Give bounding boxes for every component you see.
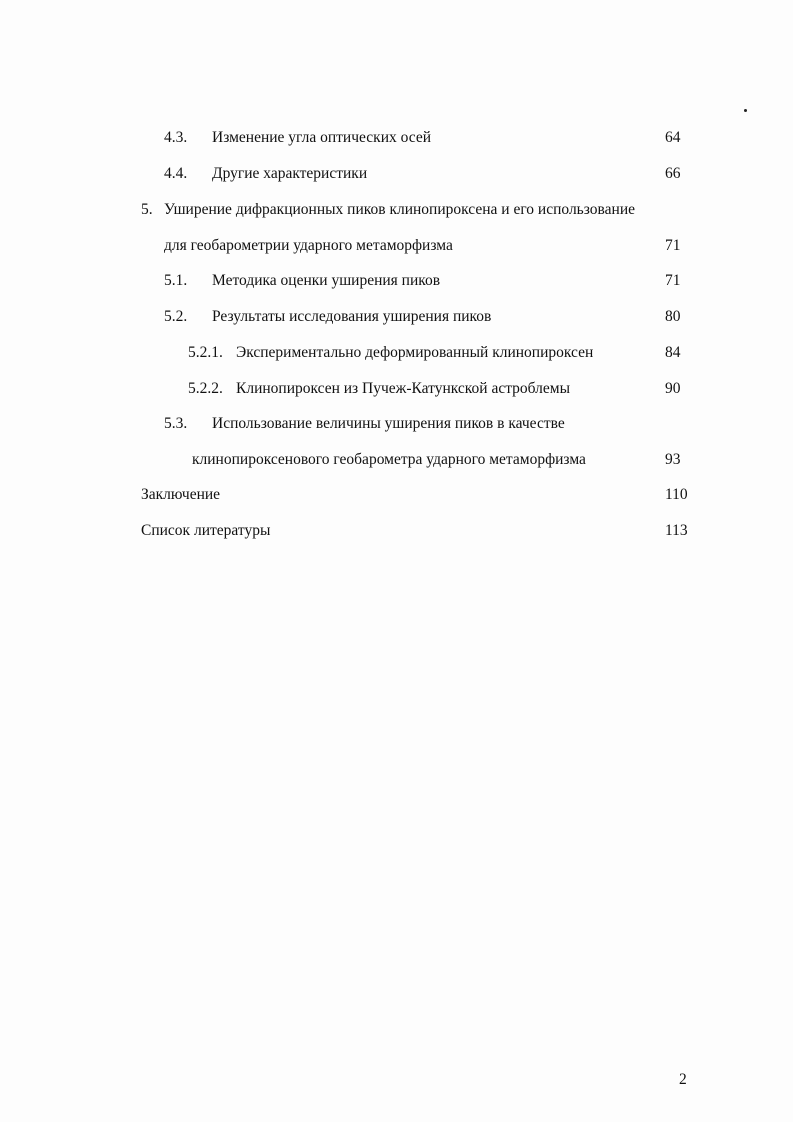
toc-entry-page: 93: [665, 451, 681, 468]
toc-entry-number: 5.: [141, 201, 153, 218]
toc-entry-title: Экспериментально деформированный клинопироксен: [236, 344, 594, 361]
toc-entry-page: 90: [665, 380, 681, 397]
toc-entry-title: Заключение: [141, 486, 221, 503]
toc-entry-number: 5.3.: [164, 415, 188, 432]
toc-entry-title: Клинопироксен из Пучеж-Катункской астроблемы: [236, 380, 571, 397]
toc-entry-page: 66: [665, 165, 681, 182]
toc-entry-title: Результаты исследования уширения пиков: [212, 308, 492, 325]
toc-entry-number: 5.2.: [164, 308, 188, 325]
toc-entry-page: 80: [665, 308, 681, 325]
page-number: 2: [679, 1071, 687, 1088]
toc-entry-number: 4.3.: [164, 129, 188, 146]
toc-entry-page: 113: [665, 522, 688, 539]
scan-speck: [744, 109, 747, 112]
toc-entry-title-continued: клинопироксенового геобарометра ударного метаморфизма: [192, 451, 586, 468]
toc-entry-number: 5.2.2.: [188, 380, 223, 397]
toc-entry-page: 71: [665, 272, 681, 289]
toc-entry-page: 84: [665, 344, 681, 361]
toc-entry-title-continued: для геобарометрии ударного метаморфизма: [164, 237, 453, 254]
toc-entry-title: Использование величины уширения пиков в качестве: [212, 415, 565, 432]
toc-entry-title: Список литературы: [141, 522, 271, 539]
toc-entry-title: Другие характеристики: [212, 165, 368, 182]
toc-entry-number: 5.1.: [164, 272, 188, 289]
toc-entry-page: 110: [665, 486, 688, 503]
toc-entry-title: Методика оценки уширения пиков: [212, 272, 441, 289]
toc-entry-title: Уширение дифракционных пиков клинопироксена и его использование: [164, 201, 635, 218]
toc-entry-number: 4.4.: [164, 165, 188, 182]
toc-entry-page: 71: [665, 237, 681, 254]
toc-entry-number: 5.2.1.: [188, 344, 223, 361]
toc-entry-page: 64: [665, 129, 681, 146]
toc-entry-title: Изменение угла оптических осей: [212, 129, 431, 146]
